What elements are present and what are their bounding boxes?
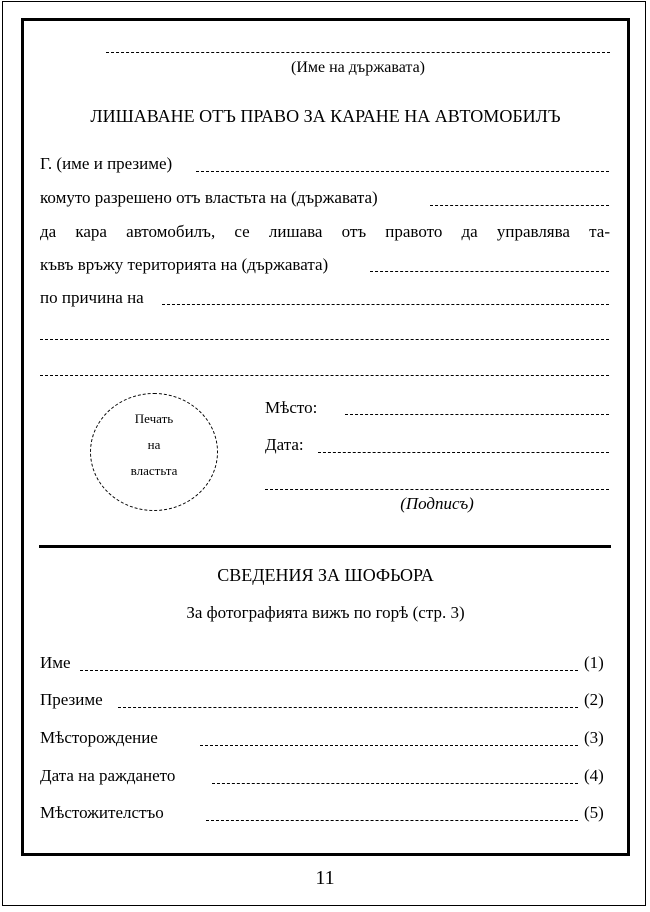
- field-residence-line: [206, 820, 578, 821]
- field-residence-num: (5): [584, 803, 604, 822]
- signature-caption: (Подписъ): [400, 494, 474, 513]
- authority-line: [430, 205, 609, 206]
- authority-label: комуто разрешено отъ властьта на (държавата): [40, 188, 378, 207]
- field-surname-num: (2): [584, 690, 604, 709]
- driver-section-heading: СВЕДЕНИЯ ЗА ШОФЬОРА: [217, 565, 434, 585]
- section-divider: [39, 545, 611, 548]
- reason-line-1: [162, 304, 609, 305]
- reason-label: по причина на: [40, 288, 144, 307]
- revocation-text: да кара автомобилъ, се лишава отъ правото да управлява та-: [40, 222, 610, 241]
- seal-text-1: Печать: [134, 411, 174, 426]
- state-name-caption: (Име на държавата): [291, 59, 425, 76]
- reason-line-3: [40, 375, 609, 376]
- field-first-name-num: (1): [584, 653, 604, 672]
- field-first-name-label: Име: [40, 653, 71, 672]
- field-birthdate-label: Дата на раждането: [40, 766, 176, 785]
- field-birthdate-num: (4): [584, 766, 604, 785]
- territory-line: [370, 271, 609, 272]
- field-birthplace-line: [200, 745, 578, 746]
- field-surname-label: Презиме: [40, 690, 103, 709]
- field-birthplace-label: Мѣсторождение: [40, 728, 158, 747]
- date-line: [318, 452, 609, 453]
- place-label: Мѣсто:: [265, 398, 318, 417]
- page-number: 11: [315, 867, 335, 889]
- field-birthdate-line: [212, 783, 578, 784]
- name-label: Г. (име и презиме): [40, 154, 173, 173]
- date-label: Дата:: [265, 435, 304, 454]
- field-birthplace-num: (3): [584, 728, 604, 747]
- seal-text-3: властьта: [130, 463, 178, 478]
- field-surname-line: [118, 707, 578, 708]
- field-first-name-line: [80, 670, 578, 671]
- name-line: [196, 171, 609, 172]
- place-line: [345, 414, 609, 415]
- field-residence-label: Мѣстожителстъо: [40, 803, 164, 822]
- authority-seal: [90, 393, 218, 511]
- seal-text-2: на: [147, 437, 161, 452]
- reason-line-2: [40, 339, 609, 340]
- document-title: ЛИШАВАНЕ ОТЪ ПРАВО ЗА КАРАНЕ НА АВТОМОБИЛЪ: [90, 106, 561, 126]
- territory-label: къвъ връжу територията на (държавата): [40, 255, 329, 274]
- photo-note: За фотографията вижъ по горѣ (стр. 3): [186, 603, 465, 622]
- signature-line: [265, 489, 609, 490]
- state-name-line: [106, 52, 610, 53]
